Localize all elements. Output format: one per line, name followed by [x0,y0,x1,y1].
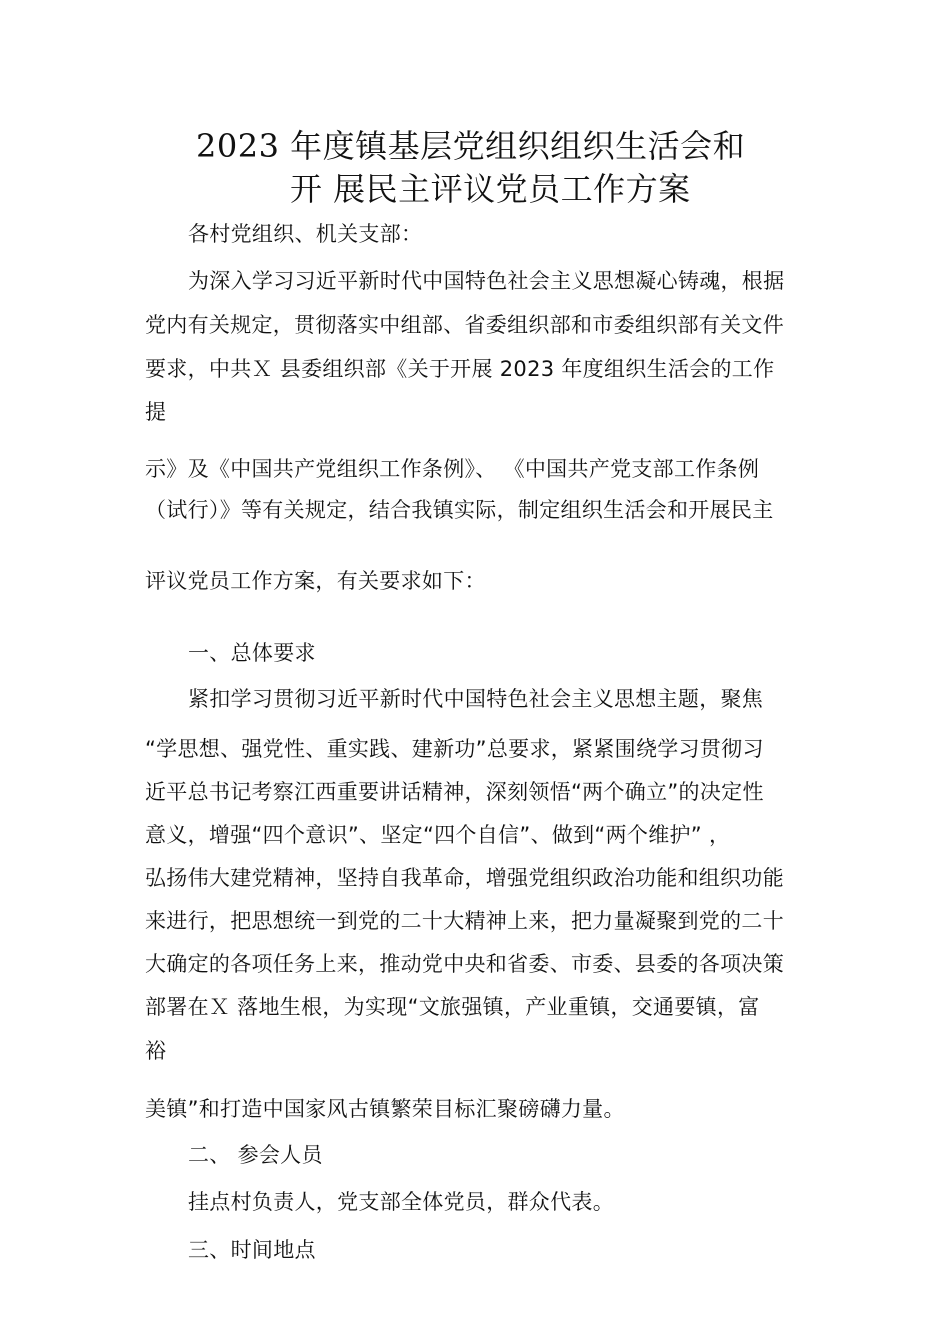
section-1-line-6: 来进行，把思想统一到党的二十大精神上来，把力量凝聚到党的二十 [145,909,784,933]
salutation: 各村党组织、机关支部： [188,222,423,246]
section-1-line-10: 美镇”和打造中国家风古镇繁荣目标汇聚磅礴力量。 [145,1097,625,1121]
intro-line-6: （试行）》等有关规定，结合我镇实际，制定组织生活会和开展民主 [145,498,774,522]
section-1-line-9: 裕 [145,1039,167,1063]
intro-line-2: 党内有关规定，贯彻落实中组部、省委组织部和市委组织部有关文件 [145,313,784,337]
section-1-line-2: “学思想、强党性、重实践、建新功”总要求，紧紧围绕学习贯彻习 [145,737,764,761]
intro-line-5: 示》及《中国共产党组织工作条例》、 《中国共产党支部工作条例 [145,457,760,481]
document-title-line-1: 2023 年度镇基层党组织组织生活会和 [196,127,746,165]
intro-line-7: 评议党员工作方案，有关要求如下： [145,569,486,593]
section-1-line-4: 意义，增强“四个意识”、坚定“四个自信”、做到“两个维护” ， [145,823,731,847]
section-1-line-5: 弘扬伟大建党精神，坚持自我革命，增强党组织政治功能和组织功能 [145,866,784,890]
section-1-line-8: 部署在Ｘ 落地生根，为实现“文旅强镇，产业重镇，交通要镇，富 [145,995,760,1019]
intro-line-1: 为深入学习习近平新时代中国特色社会主义思想凝心铸魂，根据 [188,269,785,293]
section-1-heading: 一、总体要求 [188,641,316,665]
intro-line-3: 要求，中共Ｘ 县委组织部《关于开展 2023 年度组织生活会的工作 [145,357,775,381]
section-1-line-3: 近平总书记考察江西重要讲话精神，深刻领悟“两个确立”的决定性 [145,780,764,804]
section-2-body: 挂点村负责人，党支部全体党员，群众代表。 [188,1190,614,1214]
section-1-line-1: 紧扣学习贯彻习近平新时代中国特色社会主义思想主题，聚焦 [188,687,764,711]
intro-line-4: 提 [145,400,167,424]
section-2-heading: 二、 参会人员 [188,1143,323,1167]
section-3-heading: 三、时间地点 [188,1238,316,1262]
section-1-line-7: 大确定的各项任务上来，推动党中央和省委、市委、县委的各项决策 [145,952,784,976]
document-title-line-2: 开 展民主评议党员工作方案 [290,170,691,208]
